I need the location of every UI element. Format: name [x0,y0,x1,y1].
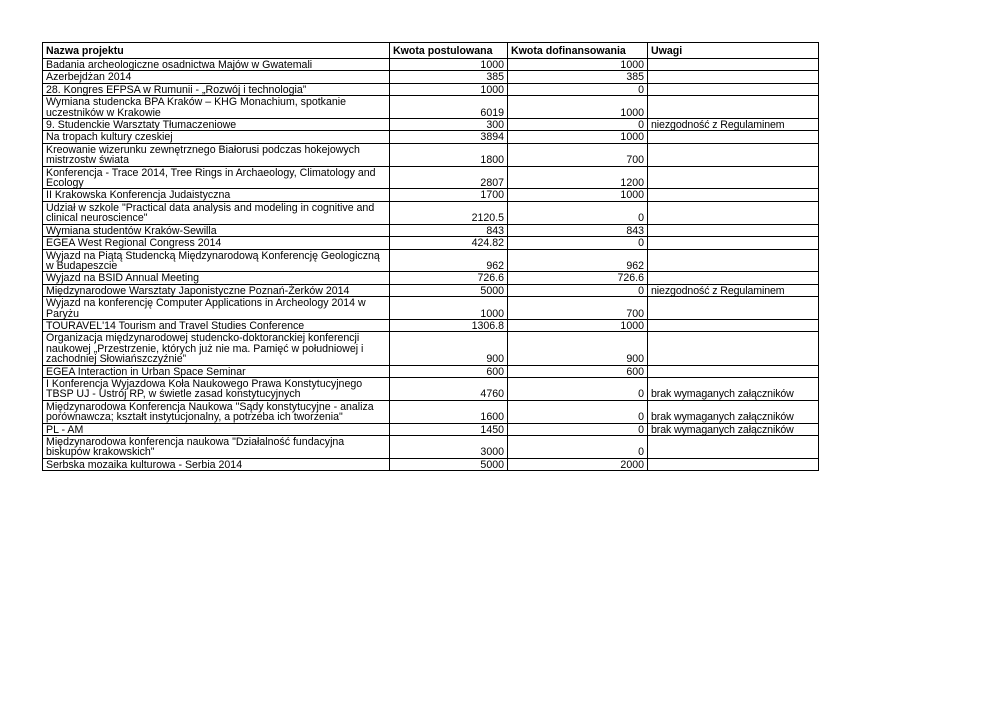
cell-granted-amount: 700 [508,297,648,320]
cell-project-name: Na tropach kultury czeskiej [43,131,390,143]
cell-granted-amount: 385 [508,71,648,83]
cell-requested-amount: 843 [390,224,508,236]
table-row [43,272,819,284]
table-row [43,143,819,166]
cell-notes [648,59,819,71]
table-row [43,284,819,296]
cell-requested-amount: 2120.5 [390,201,508,224]
funding-table [42,42,819,471]
table-row [43,131,819,143]
cell-project-name: Badania archeologiczne osadnictwa Majów w Gwatemali [43,59,390,71]
cell-notes [648,131,819,143]
cell-requested-amount: 4760 [390,377,508,400]
cell-project-name: 28. Kongres EFPSA w Rumunii - „Rozwój i technologia” [43,83,390,95]
cell-requested-amount: 6019 [390,96,508,119]
cell-project-name: Międzynarodowa konferencja naukowa "Działalność fundacyjna biskupów krakowskich" [43,436,390,459]
header-requested-amount: Kwota postulowana [390,43,508,59]
cell-project-name: PL - AM [43,423,390,435]
cell-project-name: Wyjazd na BSID Annual Meeting [43,272,390,284]
cell-granted-amount: 2000 [508,458,648,470]
cell-granted-amount: 0 [508,423,648,435]
cell-requested-amount: 726.6 [390,272,508,284]
cell-project-name: EGEA West Regional Congress 2014 [43,237,390,249]
header-granted-amount: Kwota dofinansowania [508,43,648,59]
cell-notes [648,297,819,320]
cell-notes [648,249,819,272]
table-row [43,365,819,377]
cell-project-name: TOURAVEL'14 Tourism and Travel Studies Conference [43,319,390,331]
table-row [43,377,819,400]
cell-project-name: Międzynarodowa Konferencja Naukowa "Sądy konstytucyjne - analiza porównawcza; kształt instytucjonalny, a potrzeba ich tworzenia" [43,400,390,423]
cell-granted-amount: 700 [508,143,648,166]
table-row [43,332,819,365]
cell-granted-amount: 0 [508,237,648,249]
table-row [43,119,819,131]
cell-granted-amount: 0 [508,201,648,224]
cell-notes: brak wymaganych załączników [648,400,819,423]
cell-project-name: Wyjazd na Piątą Studencką Międzynarodową Konferencję Geologiczną w Budapeszcie [43,249,390,272]
cell-granted-amount: 1000 [508,59,648,71]
cell-notes: brak wymaganych załączników [648,377,819,400]
cell-notes [648,96,819,119]
table-row [43,436,819,459]
header-notes: Uwagi [648,43,819,59]
cell-project-name: Międzynarodowe Warsztaty Japonistyczne Poznań-Żerków 2014 [43,284,390,296]
cell-requested-amount: 962 [390,249,508,272]
cell-notes [648,83,819,95]
cell-project-name: 9. Studenckie Warsztaty Tłumaczeniowe [43,119,390,131]
cell-granted-amount: 1000 [508,131,648,143]
cell-granted-amount: 726.6 [508,272,648,284]
cell-project-name: Udział w szkole "Practical data analysis and modeling in cognitive and clinical neuroscience" [43,201,390,224]
cell-granted-amount: 0 [508,83,648,95]
cell-project-name: EGEA Interaction in Urban Space Seminar [43,365,390,377]
table-row [43,237,819,249]
cell-project-name: Azerbejdżan 2014 [43,71,390,83]
cell-granted-amount: 843 [508,224,648,236]
cell-project-name: Kreowanie wizerunku zewnętrznego Białorusi podczas hokejowych mistrzostw świata [43,143,390,166]
cell-requested-amount: 2807 [390,166,508,189]
cell-project-name: Konferencja - Trace 2014, Tree Rings in Archaeology, Climatology and Ecology [43,166,390,189]
cell-granted-amount: 0 [508,436,648,459]
table-row [43,297,819,320]
cell-project-name: Wymiana studentów Kraków-Sewilla [43,224,390,236]
cell-project-name: Wyjazd na konferencję Computer Applications in Archeology 2014 w Paryżu [43,297,390,320]
cell-notes: niezgodność z Regulaminem [648,284,819,296]
cell-granted-amount: 0 [508,284,648,296]
cell-requested-amount: 900 [390,332,508,365]
cell-notes [648,224,819,236]
table-row [43,249,819,272]
cell-requested-amount: 1600 [390,400,508,423]
cell-requested-amount: 300 [390,119,508,131]
cell-requested-amount: 1700 [390,189,508,201]
table-row [43,201,819,224]
cell-notes [648,71,819,83]
cell-granted-amount: 0 [508,119,648,131]
header-project-name: Nazwa projektu [43,43,390,59]
table-row [43,458,819,470]
table-row [43,189,819,201]
cell-notes [648,436,819,459]
cell-requested-amount: 1800 [390,143,508,166]
cell-granted-amount: 900 [508,332,648,365]
cell-requested-amount: 5000 [390,458,508,470]
cell-granted-amount: 600 [508,365,648,377]
table-row [43,166,819,189]
cell-requested-amount: 3000 [390,436,508,459]
cell-notes: brak wymaganych załączników [648,423,819,435]
cell-requested-amount: 424.82 [390,237,508,249]
cell-notes [648,237,819,249]
cell-notes [648,166,819,189]
cell-requested-amount: 1000 [390,297,508,320]
cell-notes [648,458,819,470]
cell-project-name: Wymiana studencka BPA Kraków – KHG Monachium, spotkanie uczestników w Krakowie [43,96,390,119]
table-row [43,83,819,95]
table-row [43,71,819,83]
table-row [43,423,819,435]
cell-requested-amount: 1450 [390,423,508,435]
cell-notes [648,365,819,377]
cell-requested-amount: 385 [390,71,508,83]
cell-requested-amount: 5000 [390,284,508,296]
table-row [43,224,819,236]
cell-notes [648,201,819,224]
cell-notes [648,189,819,201]
cell-requested-amount: 600 [390,365,508,377]
cell-granted-amount: 1000 [508,319,648,331]
cell-requested-amount: 1000 [390,83,508,95]
cell-notes: niezgodność z Regulaminem [648,119,819,131]
cell-notes [648,143,819,166]
cell-project-name: I Konferencja Wyjazdowa Koła Naukowego Prawa Konstytucyjnego TBSP UJ - Ustrój RP, w świetle zasad konstytucyjnych [43,377,390,400]
cell-granted-amount: 962 [508,249,648,272]
cell-granted-amount: 0 [508,400,648,423]
cell-notes [648,319,819,331]
cell-project-name: Serbska mozaika kulturowa - Serbia 2014 [43,458,390,470]
cell-granted-amount: 1200 [508,166,648,189]
cell-granted-amount: 0 [508,377,648,400]
table-row [43,400,819,423]
cell-granted-amount: 1000 [508,96,648,119]
cell-granted-amount: 1000 [508,189,648,201]
cell-requested-amount: 1306.8 [390,319,508,331]
table-body [43,59,819,471]
cell-project-name: II Krakowska Konferencja Judaistyczna [43,189,390,201]
table-row [43,96,819,119]
table-row [43,319,819,331]
table-row [43,59,819,71]
cell-requested-amount: 3894 [390,131,508,143]
header-row [43,43,819,59]
cell-notes [648,272,819,284]
cell-project-name: Organizacja międzynarodowej studencko-doktoranckiej konferencji naukowej „Przestrzenie, których już nie ma. Pamięć w południowej i zachodniej Słowiańszczyźnie” [43,332,390,365]
cell-notes [648,332,819,365]
cell-requested-amount: 1000 [390,59,508,71]
